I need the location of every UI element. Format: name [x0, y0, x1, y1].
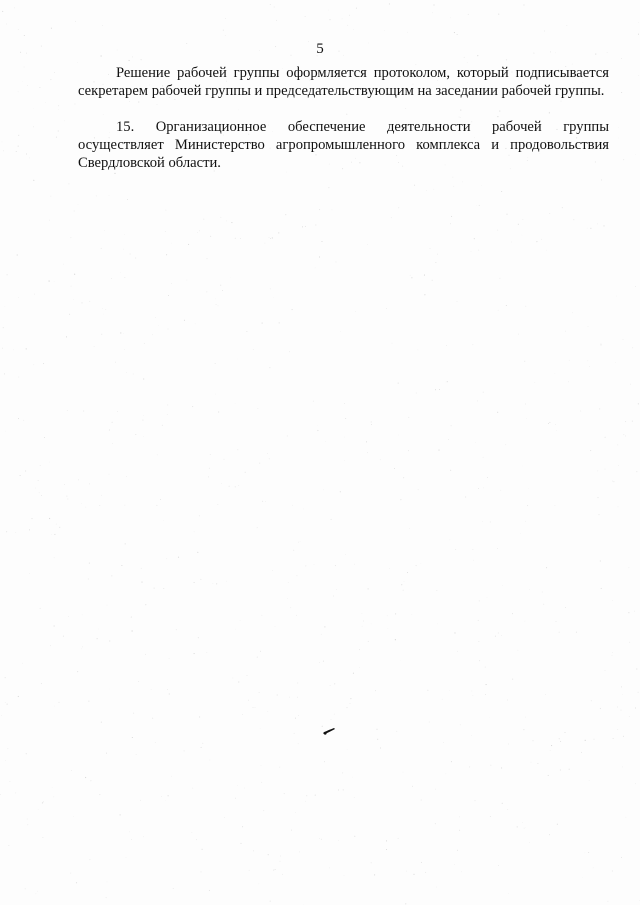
paragraph-text: 15. Организационное обеспечение деятельности рабочей группы осуществляет Министерство агропромышленного комплекса и продовольствия Свердловской области. — [78, 119, 609, 172]
ink-mark — [322, 726, 336, 736]
paragraph-protocol-decision — [78, 64, 609, 100]
paragraph-text: Решение рабочей группы оформляется протоколом, который подписывается секретарем рабочей группы и председательствующим на заседании рабочей группы. — [78, 65, 609, 100]
page-number: 5 — [316, 41, 324, 57]
paragraph-organizational-support — [78, 118, 609, 173]
